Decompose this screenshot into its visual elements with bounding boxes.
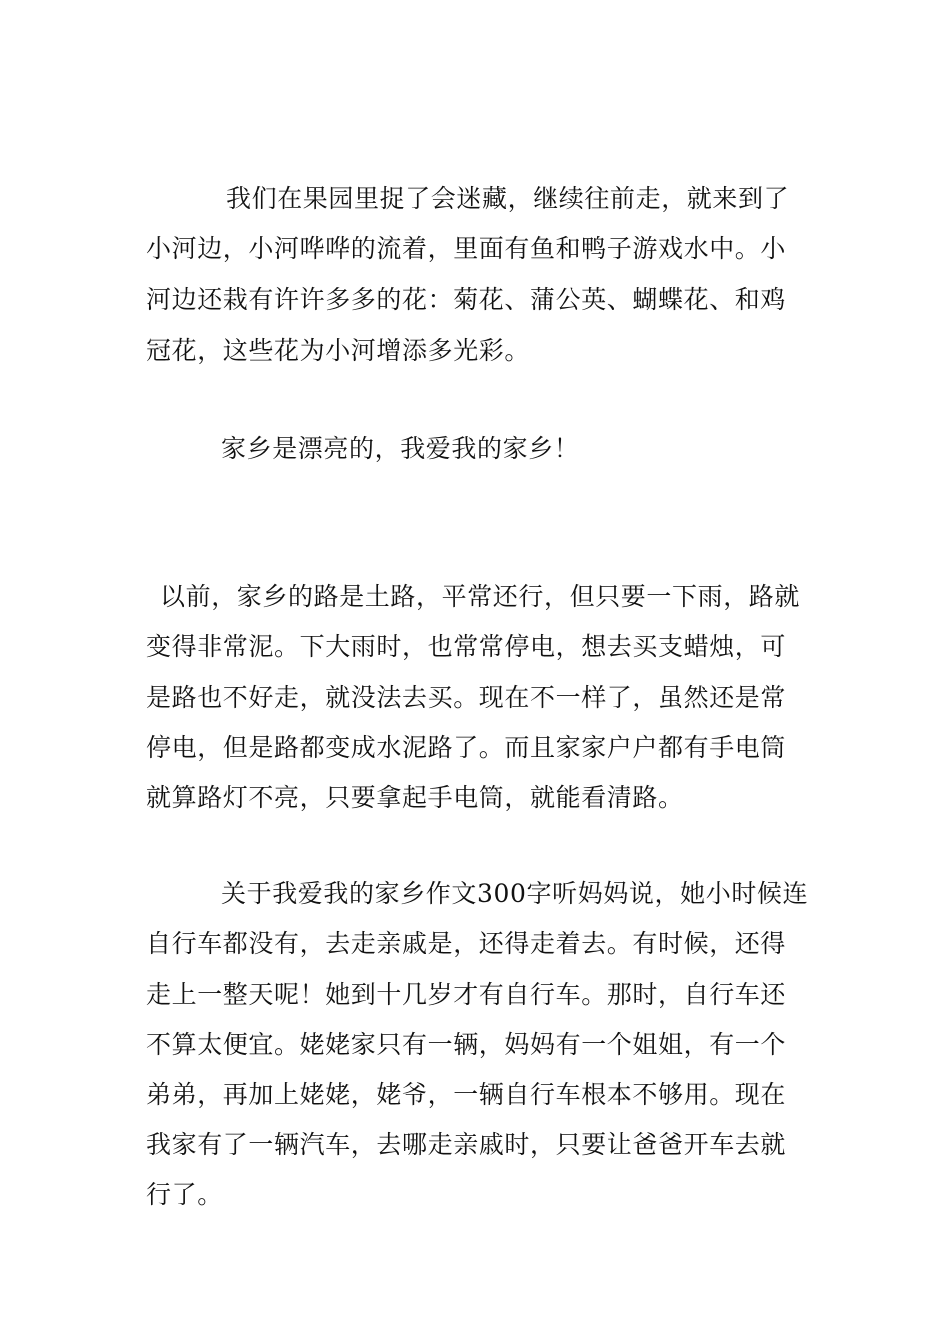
paragraph-3-line-1: 以前，家乡的路是土路，平常还行，但只要一下雨，路就 [160, 582, 801, 611]
paragraph-4-line-5: 弟弟，再加上姥姥，姥爷，一辆自行车根本不够用。现在 [146, 1080, 787, 1109]
paragraph-4-line-4: 不算太便宜。姥姥家只有一辆，妈妈有一个姐姐，有一个 [146, 1030, 787, 1059]
paragraph-4-line-3: 走上一整天呢！她到十几岁才有自行车。那时，自行车还 [146, 980, 787, 1009]
paragraph-1-line-1: 我们在果园里捉了会迷藏，继续往前走，就来到了 [226, 184, 790, 213]
paragraph-4-line-6: 我家有了一辆汽车，去哪走亲戚时，只要让爸爸开车去就 [146, 1130, 787, 1159]
paragraph-4-line-2: 自行车都没有，去走亲戚是，还得走着去。有时候，还得 [146, 929, 787, 958]
paragraph-2-line-1: 家乡是漂亮的，我爱我的家乡！ [221, 434, 580, 463]
paragraph-1-line-3: 河边还栽有许许多多的花：菊花、蒲公英、蝴蝶花、和鸡 [146, 285, 787, 314]
paragraph-4-line-7: 行了。 [146, 1180, 223, 1209]
paragraph-4-line-1: 关于我爱我的家乡作文300字听妈妈说，她小时候连 [221, 879, 809, 908]
paragraph-3-line-3: 是路也不好走，就没法去买。现在不一样了，虽然还是常 [146, 683, 787, 712]
paragraph-3-line-5: 就算路灯不亮，只要拿起手电筒，就能看清路。 [146, 783, 684, 812]
paragraph-1-line-4: 冠花，这些花为小河增添多光彩。 [146, 336, 531, 365]
paragraph-3-line-4: 停电，但是路都变成水泥路了。而且家家户户都有手电筒 [146, 733, 787, 762]
paragraph-1-line-2: 小河边，小河哗哗的流着，里面有鱼和鸭子游戏水中。小 [146, 234, 787, 263]
paragraph-3-line-2: 变得非常泥。下大雨时，也常常停电，想去买支蜡烛，可 [146, 632, 787, 661]
